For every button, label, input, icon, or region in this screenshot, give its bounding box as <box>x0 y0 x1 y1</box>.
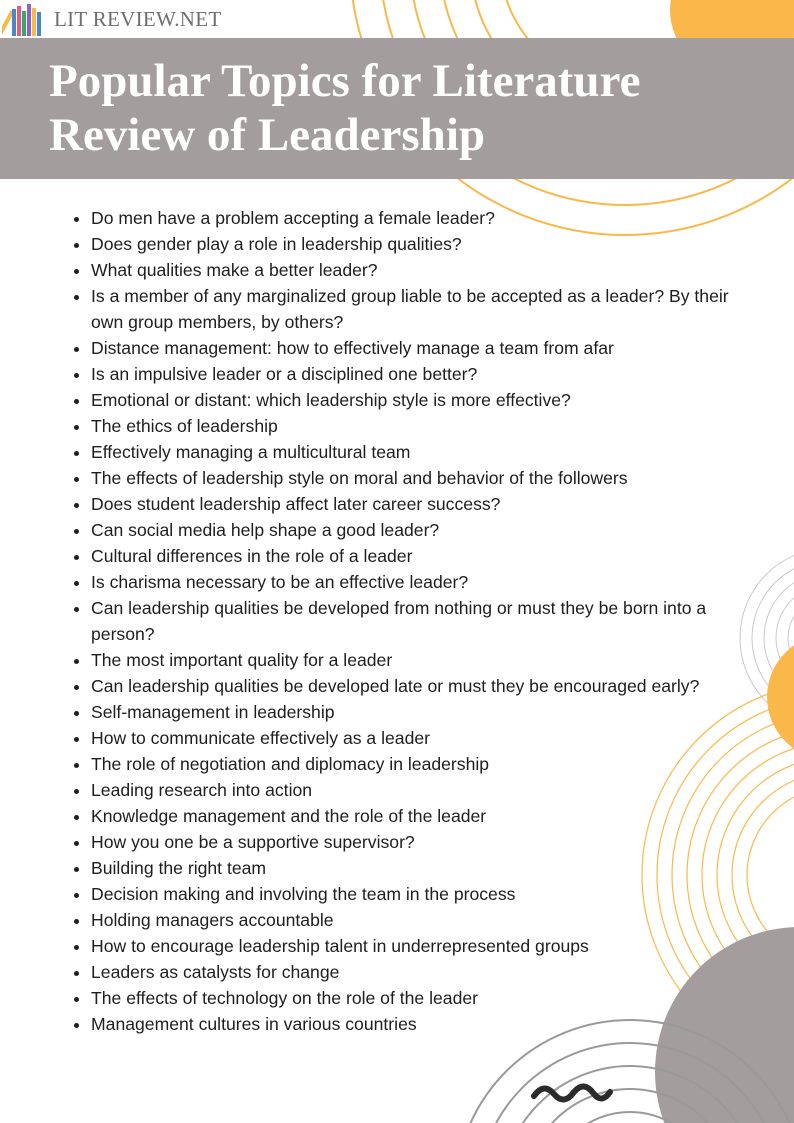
brand-logo[interactable] <box>2 2 222 36</box>
topic-item: • How you one be a supportive supervisor? <box>91 829 751 855</box>
brand-name: LIT REVIEW.NET <box>54 6 222 31</box>
header-bar <box>0 0 794 38</box>
topic-item: • Emotional or distant: which leadership style is more effective? <box>91 387 751 413</box>
topic-item: • Can leadership qualities be developed late or must they be encouraged early? <box>91 673 751 699</box>
topic-item: • Can leadership qualities be developed from nothing or must they be born into a person? <box>91 595 751 647</box>
topic-item: • The role of negotiation and diplomacy in leadership <box>91 751 751 777</box>
page-title: Popular Topics for Literature Review of Leadership <box>49 55 641 161</box>
topic-item: • What qualities make a better leader? <box>91 257 751 283</box>
topic-item: • The most important quality for a leader <box>91 647 751 673</box>
title-banner <box>0 38 794 179</box>
topic-item: • Effectively managing a multicultural team <box>91 439 751 465</box>
topic-item: • Leaders as catalysts for change <box>91 959 751 985</box>
topic-item: • Does gender play a role in leadership qualities? <box>91 231 751 257</box>
topic-item: • The effects of technology on the role of the leader <box>91 985 751 1011</box>
topic-item: • Distance management: how to effectively manage a team from afar <box>91 335 751 361</box>
topic-item: • Does student leadership affect later career success? <box>91 491 751 517</box>
topic-item: • Building the right team <box>91 855 751 881</box>
topic-item: • Can social media help shape a good leader? <box>91 517 751 543</box>
topic-item: • Is an impulsive leader or a disciplined one better? <box>91 361 751 387</box>
topic-item: • Self-management in leadership <box>91 699 751 725</box>
topic-item: • Leading research into action <box>91 777 751 803</box>
topic-item: • Decision making and involving the team in the process <box>91 881 751 907</box>
topic-item: • Management cultures in various countries <box>91 1011 751 1037</box>
topic-item: • Holding managers accountable <box>91 907 751 933</box>
topic-item: • The ethics of leadership <box>91 413 751 439</box>
topics-list <box>49 205 751 1037</box>
books-icon <box>2 2 42 36</box>
topic-item: • How to communicate effectively as a leader <box>91 725 751 751</box>
topic-item: • Is a member of any marginalized group liable to be accepted as a leader? By their own group members, by others? <box>91 283 751 335</box>
topic-item: • Knowledge management and the role of the leader <box>91 803 751 829</box>
topic-item: • The effects of leadership style on moral and behavior of the followers <box>91 465 751 491</box>
squiggle-icon <box>530 1080 614 1104</box>
topic-item: • Do men have a problem accepting a female leader? <box>91 205 751 231</box>
topic-item: • Cultural differences in the role of a leader <box>91 543 751 569</box>
topic-item: • How to encourage leadership talent in underrepresented groups <box>91 933 751 959</box>
topic-item: • Is charisma necessary to be an effective leader? <box>91 569 751 595</box>
